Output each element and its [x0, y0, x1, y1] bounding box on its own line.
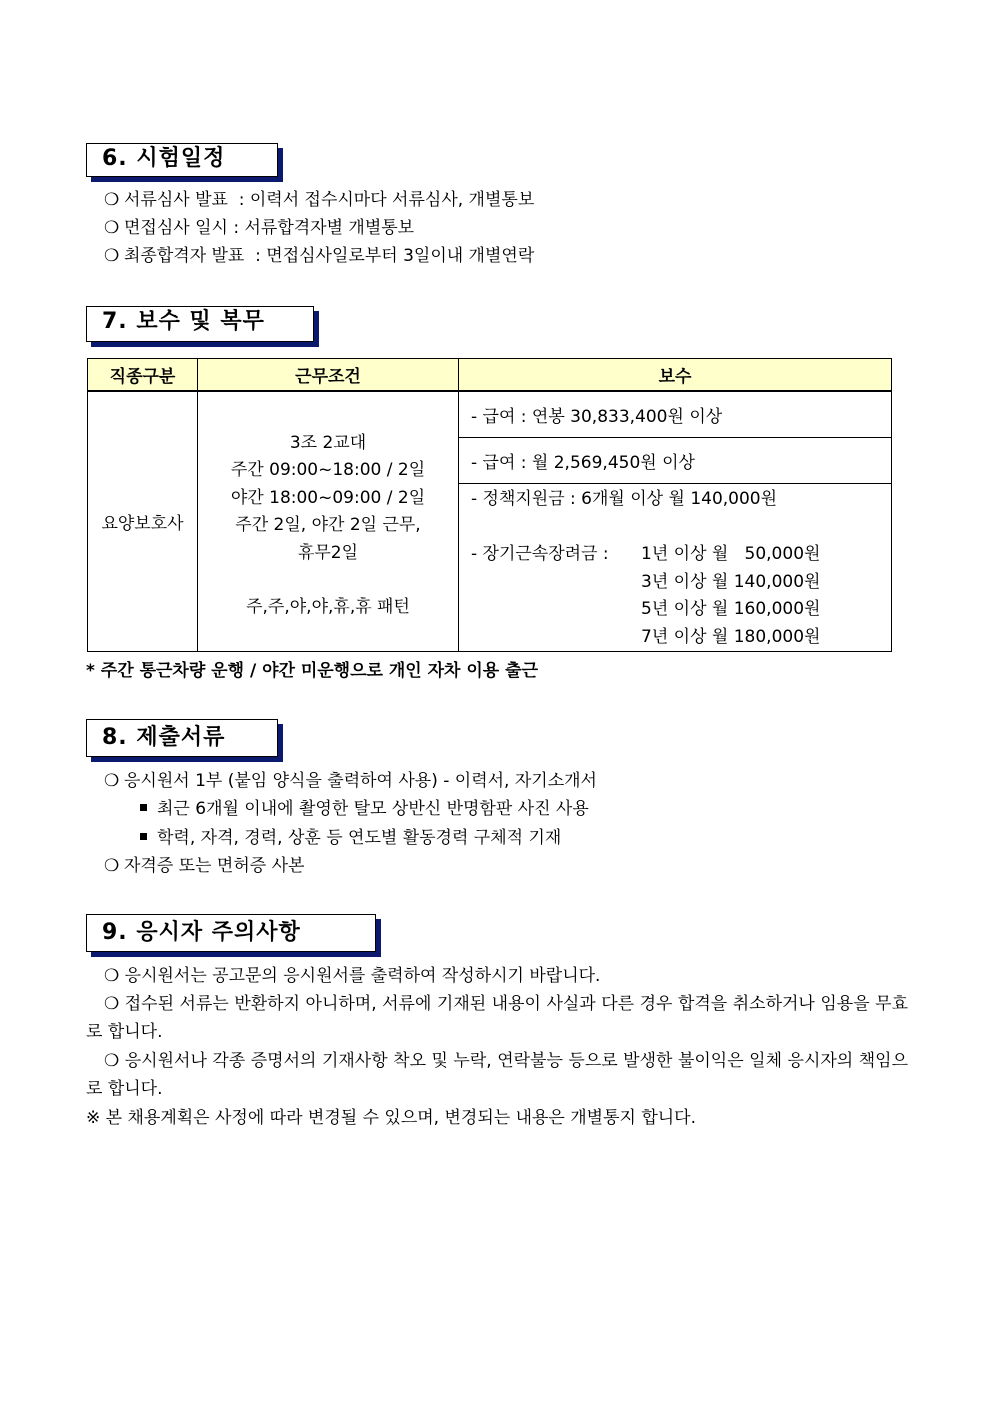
header-pay: 보수 — [459, 359, 892, 392]
document-item: ❍ 자격증 또는 면허증 사본 — [104, 856, 305, 876]
schedule-item: ❍ 면접심사 일시 : 서류합격자별 개별통보 — [104, 218, 415, 238]
notice-paragraph: ※ 본 채용계획은 사정에 따라 변경될 수 있으며, 변경되는 내용은 개별통지 합니다. — [86, 1108, 696, 1128]
condition-line: 휴무2일 — [297, 542, 359, 563]
longterm-label: - 장기근속장려금 : — [471, 544, 609, 564]
condition-line: 야간 18:00~09:00 / 2일 — [230, 487, 426, 508]
document-subitem: 학력, 자격, 경력, 상훈 등 연도별 활동경력 구체적 기재 — [140, 827, 561, 849]
longterm-amount: 3년 이상 월 140,000원 — [641, 571, 821, 592]
section-7-title: 7. 보수 및 복무 — [86, 306, 314, 342]
condition-line: 3조 2교대 — [289, 432, 367, 453]
condition-line: 주간 2일, 야간 2일 근무, — [235, 515, 421, 535]
square-bullet-icon — [140, 833, 147, 840]
circle-bullet-icon: ❍ — [104, 246, 120, 266]
pay-annual: - 급여 : 연봉 30,833,400원 이상 — [459, 391, 892, 438]
pay-table-header — [88, 359, 892, 392]
longterm-amount: 1년 이상 월 50,000원 — [641, 544, 821, 564]
square-bullet-icon — [140, 804, 147, 811]
pay-table — [87, 358, 892, 652]
bonus-cell — [459, 484, 892, 652]
policy-subsidy: - 정책지원금 : 6개월 이상 월 140,000원 — [471, 489, 778, 509]
notice-paragraph: ❍ 접수된 서류는 반환하지 아니하며, 서류에 기재된 내용이 사실과 다른 경우 합격을 취소하거나 임용을 무효로 합니다. — [86, 994, 908, 1042]
circle-bullet-icon: ❍ — [104, 190, 120, 210]
section-9-title: 9. 응시자 주의사항 — [86, 914, 376, 952]
job-cell: 요양보호사 — [88, 391, 198, 652]
longterm-amount: 7년 이상 월 180,000원 — [641, 626, 821, 647]
section-8-title: 8. 제출서류 — [86, 719, 278, 757]
pay-monthly: - 급여 : 월 2,569,450원 이상 — [459, 438, 892, 484]
document-item: ❍ 응시원서 1부 (붙임 양식을 출력하여 사용) - 이력서, 자기소개서 — [104, 771, 597, 791]
header-conditions: 근무조건 — [198, 359, 459, 392]
schedule-item: ❍ 최종합격자 발표 : 면접심사일로부터 3일이내 개별연락 — [104, 246, 535, 266]
header-job: 직종구분 — [88, 359, 198, 392]
schedule-item: ❍ 서류심사 발표 : 이력서 접수시마다 서류심사, 개별통보 — [104, 190, 535, 210]
notice-paragraph: ❍ 응시원서는 공고문의 응시원서를 출력하여 작성하시기 바랍니다. — [104, 966, 601, 986]
circle-bullet-icon: ❍ — [104, 856, 120, 876]
longterm-row — [471, 624, 891, 652]
commute-note: * 주간 통근차량 운행 / 야간 미운행으로 개인 자차 이용 출근 — [86, 661, 538, 681]
longterm-row — [471, 596, 891, 624]
circle-bullet-icon: ❍ — [104, 218, 120, 238]
longterm-row — [471, 569, 891, 597]
document-subitem: 최근 6개월 이내에 촬영한 탈모 상반신 반명함판 사진 사용 — [140, 798, 589, 820]
section-6-title: 6. 시험일정 — [86, 143, 278, 177]
longterm-amount: 5년 이상 월 160,000원 — [641, 599, 821, 619]
table-row — [88, 391, 892, 438]
circle-bullet-icon: ❍ — [104, 771, 120, 791]
conditions-cell — [198, 391, 459, 652]
longterm-row — [471, 541, 891, 569]
condition-line: 주,주,야,야,휴,휴 패턴 — [246, 597, 410, 617]
condition-spacer — [198, 567, 458, 594]
notice-paragraph: ❍ 응시원서나 각종 증명서의 기재사항 착오 및 누락, 연락불능 등으로 발생한 불이익은 일체 응시자의 책임으로 합니다. — [86, 1051, 908, 1099]
spacer — [471, 514, 891, 542]
condition-line: 주간 09:00~18:00 / 2일 — [230, 460, 426, 480]
